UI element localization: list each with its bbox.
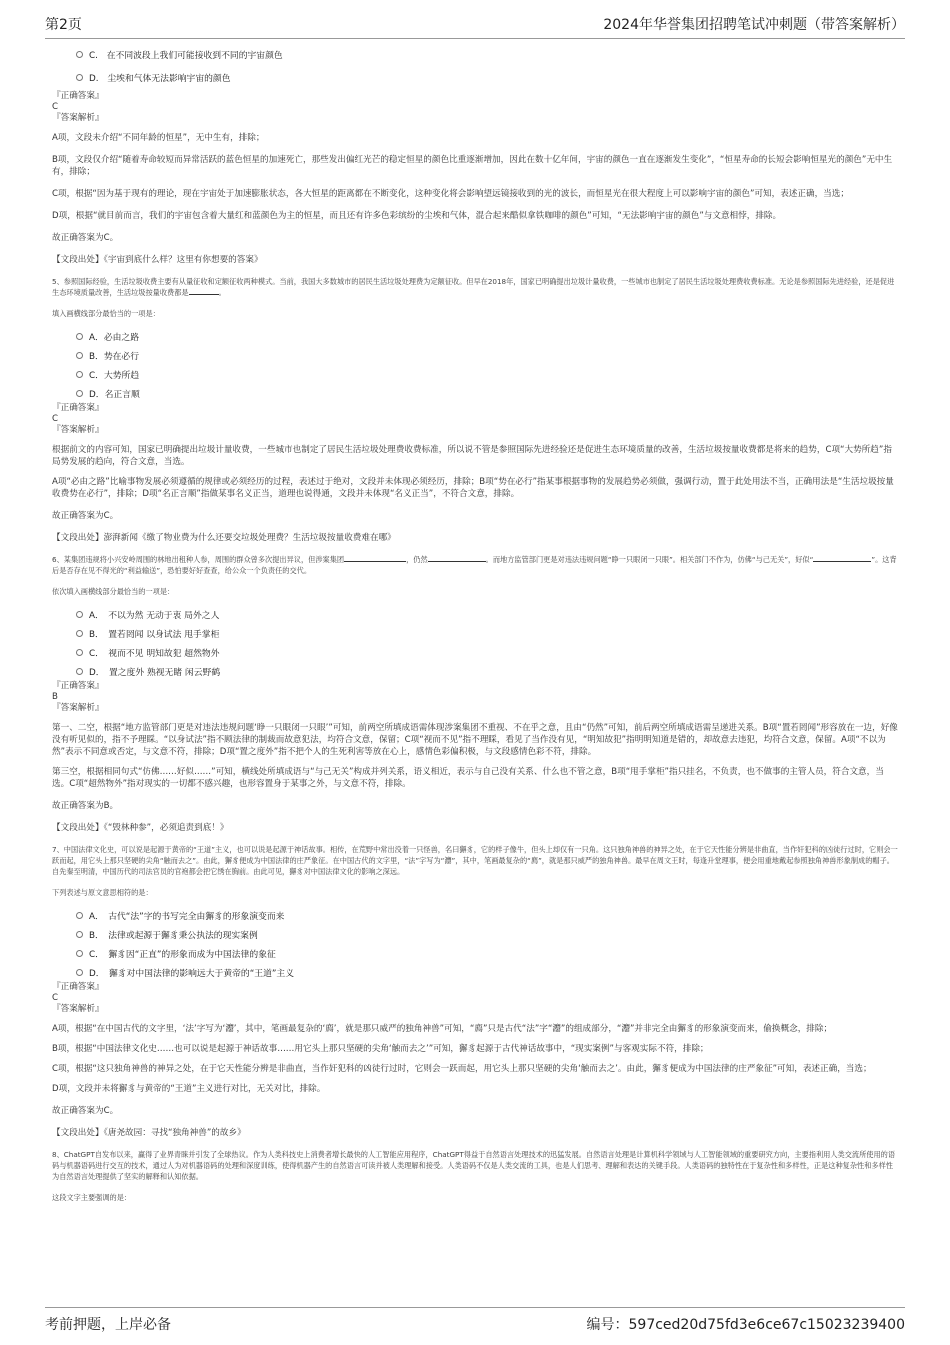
document-body <box>52 44 898 1203</box>
q6-option-b[interactable]: B． 置若罔闻 以身试法 甩手掌柜 <box>52 624 898 643</box>
analysis-label: 『答案解析』 <box>52 703 104 713</box>
question-prompt: 这段文字主要强调的是： <box>52 1193 132 1202</box>
q6-option-c[interactable]: C． 视而不见 明知故犯 超然物外 <box>52 643 898 662</box>
radio-icon[interactable] <box>76 333 83 340</box>
page-number: 第2页 <box>45 17 82 33</box>
answer-label: 『正确答案』 <box>52 681 104 691</box>
q5-option-c[interactable]: C．大势所趋 <box>52 365 898 384</box>
answer-value: C <box>52 993 59 1003</box>
radio-icon[interactable] <box>76 371 83 378</box>
analysis-label: 『答案解析』 <box>52 425 104 435</box>
conclusion: 故正确答案为C。 <box>52 233 119 243</box>
q5-option-a[interactable]: A．必由之路 <box>52 327 898 346</box>
answer-label: 『正确答案』 <box>52 91 104 101</box>
analysis-paragraph: B项，文段仅介绍“随着寿命较短而异常活跃的蓝色恒星的加速死亡，那些发出偏红光芒的稳定恒星的颜色比重逐渐增加，因此在数十亿年间，宇宙的颜色一直在逐渐发生变化”，“恒星寿命的长短会影响恒星光的颜色”无中生有，排除； <box>52 155 893 177</box>
question-stem: 6、某集团违规将小兴安岭周围的林地出租种人参，周围的群众曾多次提出异议，但涉案集团 ，仍然 。而地方监管部门更是对违法违规问题“睁一只眼闭一只眼”。相关部门不作为，仿佛“与己无关”，好似“ ”。这背后是否存在见不得光的“利益输送”，恐怕要好好查查，给公众一个负责任的交代。 <box>52 555 897 575</box>
analysis-paragraph: A项“必由之路”比喻事物发展必须遵循的规律或必须经历的过程，表述过于绝对，文段并未体现必须经历，排除；B项“势在必行”指某事根据事物的发展趋势必须做，强调行动，置于此处用法不当，正确用法是“生活垃圾按量收费势在必行”，排除；D项“名正言顺”指做某事名义正当，道理也说得通，文段并未体现“名义正当”，不符合文意，排除。 <box>52 477 894 499</box>
analysis-paragraph: A项，文段未介绍“不同年龄的恒星”，无中生有，排除； <box>52 133 265 143</box>
analysis-label: 『答案解析』 <box>52 113 104 123</box>
question-stem: 8、ChatGPT自发布以来，赢得了业界青睐并引发了全球热议。作为人类科技史上消费者增长最快的人工智能应用程序，ChatGPT得益于自然语言处理技术的迅猛发展。自然语言处理是计算机科学领域与人工智能领域的重要研究方向，主要指利用人类交流所使用的语码与机器语码进行交互的技术，通过人为对机器语码的处理和深度训练，使得机器产生的自然语言可读并被人类理解和接受。人类语码不仅是人类交流的工具，也是人们思考、理解和表达的关键手段。人类语码的独特性在于复杂性和多样性，正是这种复杂性和多样性为自然语言处理提供了坚实的解释和认知依据。 <box>52 1150 896 1181</box>
q7-option-b[interactable]: B． 法律或起源于獬豸秉公执法的现实案例 <box>52 925 898 944</box>
radio-icon[interactable] <box>76 611 83 618</box>
source: 【文段出处】澎湃新闻《缴了物业费为什么还要交垃圾处理费？生活垃圾按量收费难在哪》 <box>52 533 396 543</box>
q7-option-c[interactable]: C． 獬豸因“正直”的形象而成为中国法律的象征 <box>52 944 898 963</box>
footer-slogan: 考前押题，上岸必备 <box>45 1317 171 1333</box>
answer-label: 『正确答案』 <box>52 403 104 413</box>
answer-value: C <box>52 414 59 424</box>
q5-option-b[interactable]: B．势在必行 <box>52 346 898 365</box>
analysis-paragraph: B项，根据“中国法律文化史……也可以说是起源于神话故事……用它头上那只坚硬的尖角‘触而去之’”可知，獬豸起源于古代神话故事中，“现实案例”与客观实际不符，排除； <box>52 1044 709 1054</box>
analysis-paragraph: D项，文段并未将獬豸与黄帝的“王道”主义进行对比，无关对比，排除。 <box>52 1084 326 1094</box>
question-prompt: 下列表述与原文意思相符的是： <box>52 888 153 897</box>
q4-option-c[interactable]: C. 在不同波段上我们可能接收到不同的宇宙颜色 <box>52 45 898 64</box>
radio-icon[interactable] <box>76 931 83 938</box>
page-footer <box>45 1307 905 1336</box>
analysis-paragraph: A项，根据“在中国古代的文字里，‘法’字写为‘灋’，其中，笔画最复杂的‘廌’，就是那只威严的独角神兽”可知，“廌”只是古代“法”字“灋”的组成部分，“灋”并非完全由獬豸的形象演变而来，偷换概念，排除； <box>52 1024 833 1034</box>
radio-icon[interactable] <box>76 649 83 656</box>
analysis-paragraph: C项，根据“这只独角神兽的神异之处，在于它天性能分辨是非曲直，当作奸犯科的凶徒行过时，它则会一跃而起，用它头上那只坚硬的尖角‘触而去之’。由此，獬豸便成为中国法律的庄严象征”可知，表述正确，当选； <box>52 1064 872 1074</box>
q4-option-d[interactable]: D. 尘埃和气体无法影响宇宙的颜色 <box>52 68 898 87</box>
source: 【文段出处】《“毁林种参”，必须追责到底！》 <box>52 823 229 833</box>
question-stem: 7、中国法律文化史，可以说是起源于黄帝的“王道”主义，也可以说是起源于神话故事。相传，在荒野中常出没着一只怪兽，名曰獬豸，它的样子像牛，但头上却仅有一只角。这只独角神兽的神异之处，在于它天性能分辨是非曲直，当作奸犯科的凶徒行过时，它则会一跃而起，用它头上那只坚硬的尖角“触而去之”。由此，獬豸便成为中国法律的庄严象征。在中国古代的文字里，“法”字写为“灋”，其中，笔画最复杂的“廌”，就是那只威严的独角神兽。最早在周文王时，每逢升堂理事，便会用重地戴起参照独角神兽形象制成的帽子。自先秦至明清，中国历代的司法官员的官袍都会把它绣在胸前。由此可见，獬豸对中国法律文化的影响之深远。 <box>52 845 898 876</box>
analysis-paragraph: 第一、二空，根据“地方监管部门更是对违法违规问题‘睁一只眼闭一只眼’”可知，前两空所填成语需体现涉案集团不重视、不在乎之意，且由“仍然”可知，前后两空所填成语需呈递进关系。B项“置若罔闻”形容放在一边，好像没有听见似的，指不予理睬。“以身试法”指不顾法律的制裁而故意犯法，均符合文意，保留；C项“视而不见”指不理睬，看见了当作没有见，“明知故犯”指明明知道是错的，却故意去违犯，均符合文意，保留。A项“不以为然”表示不同意或否定，与文意不符，排除；D项“置之度外”指不把个人的生死利害等放在心上，感情色彩偏积极，与文段感情色彩不符，排除。 <box>52 723 898 757</box>
radio-icon[interactable] <box>76 51 83 58</box>
question-prompt: 依次填入画横线部分最恰当的一项是： <box>52 587 175 596</box>
q5-option-d[interactable]: D．名正言顺 <box>52 384 898 403</box>
answer-value: B <box>52 692 58 702</box>
radio-icon[interactable] <box>76 950 83 957</box>
radio-icon[interactable] <box>76 352 83 359</box>
radio-icon[interactable] <box>76 912 83 919</box>
analysis-paragraph: 根据前文的内容可知，国家已明确提出垃圾计量收费，一些城市也制定了居民生活垃圾处理费收费标准，所以说不管是参照国际先进经验还是促进生态环境质量的改善，生活垃圾按量收费都是将来的趋势，C项“大势所趋”指局势发展的趋向，符合文意，当选。 <box>52 445 892 467</box>
conclusion: 故正确答案为C。 <box>52 1106 119 1116</box>
q6-option-a[interactable]: A． 不以为然 无动于衷 局外之人 <box>52 605 898 624</box>
conclusion: 故正确答案为B。 <box>52 801 119 811</box>
radio-icon[interactable] <box>76 668 83 675</box>
page-header <box>45 12 905 39</box>
document-id: 编号：597ced20d75fd3e6ce67c15023239400 <box>586 1317 905 1333</box>
answer-value: C <box>52 102 59 112</box>
source: 【文段出处】《唐尧故园：寻找“独角神兽”的故乡》 <box>52 1128 246 1138</box>
q7-option-d[interactable]: D． 獬豸对中国法律的影响远大于黄帝的“王道”主义 <box>52 963 898 982</box>
radio-icon[interactable] <box>76 390 83 397</box>
analysis-paragraph: 第三空，根据相同句式“仿佛……好似……”可知，横线处所填成语与“与己无关”构成并列关系，语义相近，表示与自己没有关系、什么也不管之意，B项“甩手掌柜”指只挂名，不负责，也不做事的主管人员，符合文意，当选。C项“超然物外”指对现实的一切都不感兴趣，也形容置身于某事之外，与文意不符，排除。 <box>52 767 884 789</box>
answer-label: 『正确答案』 <box>52 982 104 992</box>
question-prompt: 填入画横线部分最恰当的一项是： <box>52 309 160 318</box>
conclusion: 故正确答案为C。 <box>52 511 119 521</box>
document-title: 2024年华誉集团招聘笔试冲刺题（带答案解析） <box>603 17 905 33</box>
analysis-paragraph: D项，根据“就目前而言，我们的宇宙包含着大量红和蓝颜色为主的恒星，而且还有许多色彩缤纷的尘埃和气体，混合起来酷似拿铁咖啡的颜色”可知，“无法影响宇宙的颜色”与文意相悖，排除。 <box>52 211 782 221</box>
radio-icon[interactable] <box>76 630 83 637</box>
analysis-paragraph: C项，根据“因为基于现有的理论，现在宇宙处于加速膨胀状态，各大恒星的距离都在不断变化，这种变化将会影响望远镜接收到的光的波长，而恒星光在很大程度上可以影响宇宙的颜色”可知，表述正确，当选； <box>52 189 849 199</box>
q7-option-a[interactable]: A． 古代“法”字的书写完全由獬豸的形象演变而来 <box>52 906 898 925</box>
q6-option-d[interactable]: D． 置之度外 熟视无睹 闲云野鹤 <box>52 662 898 681</box>
radio-icon[interactable] <box>76 74 83 81</box>
source: 【文段出处】《宇宙到底什么样？这里有你想要的答案》 <box>52 255 263 265</box>
question-stem: 5、参照国际经验，生活垃圾收费主要有从量征收和定额征收两种模式。当前，我国大多数城市的居民生活垃圾处理费为定额征收。但早在2018年，国家已明确提出垃圾计量收费，一些城市也制定了居民生活垃圾处理费收费标准。无论是参照国际先进经验，还是促进生态环境质量改善，生活垃圾按量收费都是 。 <box>52 277 895 297</box>
radio-icon[interactable] <box>76 969 83 976</box>
analysis-label: 『答案解析』 <box>52 1004 104 1014</box>
